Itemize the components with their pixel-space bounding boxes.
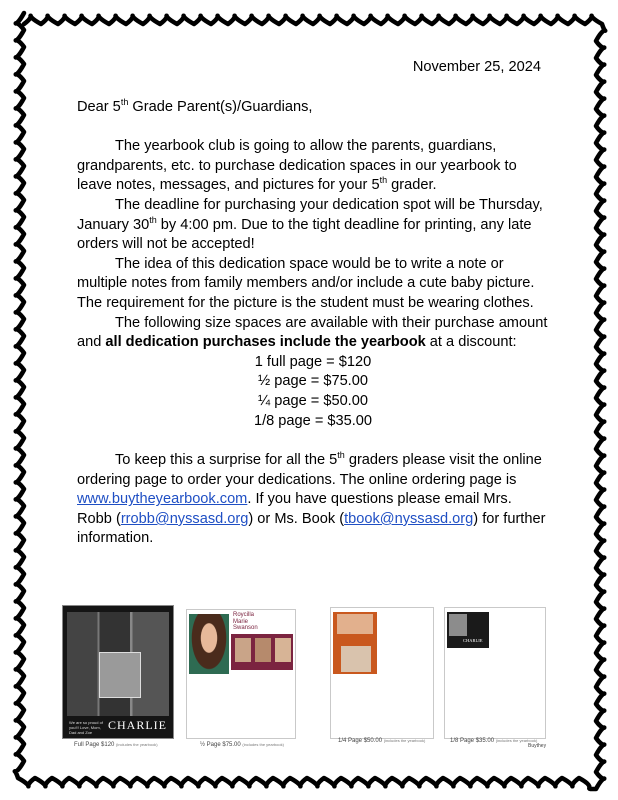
caption-half-page: ½ Page $75.00 (includes the yearbook) [200, 742, 284, 748]
full-page-quote: We are so proud of you!!! Love, Mom, Dad and Zoe [69, 720, 103, 735]
thumb-photo-1 [235, 638, 251, 662]
sample-pages [62, 605, 552, 755]
photo-camera-boy [99, 652, 141, 698]
photo-child-2 [341, 646, 371, 672]
bold-includes-yearbook: all dedication purchases include the yearbook [105, 334, 426, 351]
letter-date: November 25, 2024 [412, 59, 541, 75]
sample-half-page [186, 609, 296, 739]
email-link-robb[interactable]: rrobb@nyssasd.org [120, 510, 249, 527]
thumb-photo-2 [255, 638, 271, 662]
paragraph-deadline: The deadline for purchasing your dedication spot will be Thursday, January 30th by 4:00 pm. Due to the tight deadline for printing, any late orders will not be accepted! [77, 196, 543, 253]
caption-eighth-page: 1/8 Page $35.00 (includes the yearbook) [450, 738, 538, 744]
paragraph-idea: The idea of this dedication space would be to write a note or multiple notes from family members and/or include a cute baby picture. The requirement for the picture is the student must be wearing clothes. [77, 255, 535, 311]
photo-girl [189, 614, 229, 674]
letter-body [77, 58, 549, 549]
sample-full-page [62, 605, 174, 739]
salutation: Dear 5th Grade Parent(s)/Guardians, [77, 96, 313, 115]
thumb-photo-3 [275, 638, 291, 662]
price-half-page: ½ page = $75.00 [258, 373, 368, 390]
caption-full-page: Full Page $120 (includes the yearbook) [74, 742, 158, 748]
half-page-name: Roycilla Marie Swanson [233, 612, 258, 631]
price-eighth-page: 1/8 page = $35.00 [253, 412, 373, 429]
paragraph-sizes: The following size spaces are available with their purchase amount and all dedication purchases include the yearbook at a discount: [77, 314, 548, 351]
price-list [77, 353, 549, 431]
caption-quarter-page: 1/4 Page $50.00 (includes the yearbook) [338, 738, 426, 744]
yearbook-website-link[interactable]: www.buytheyearbook.com [77, 491, 248, 508]
photo-boy [449, 614, 467, 636]
email-link-book[interactable]: tbook@nyssasd.org [344, 510, 474, 527]
price-full-page: 1 full page = $120 [254, 353, 372, 370]
sample-quarter-page [330, 607, 434, 739]
full-page-name: CHARLIE [108, 718, 167, 732]
paragraph-ordering: To keep this a surprise for all the 5th graders please visit the online ordering page to order your dedications. The online ordering page is www.buytheyearbook.com. If you have questions please email Mrs. Robb (rrobb@nyssasd.org) or Ms. Book (tbook@nyssasd.org) for further information. [77, 450, 546, 547]
paragraph-intro: The yearbook club is going to allow the parents, guardians, grandparents, etc. to purchase dedication spaces in our yearbook to leave notes, messages, and pictures for your 5th grader. [77, 138, 517, 194]
price-quarter-page: ¼ page = $50.00 [258, 392, 368, 409]
photo-child-1 [337, 614, 373, 634]
eighth-page-name: CHARLIE [463, 638, 483, 643]
sample-eighth-page [444, 607, 546, 739]
brand-mark: Buythey [528, 743, 547, 749]
